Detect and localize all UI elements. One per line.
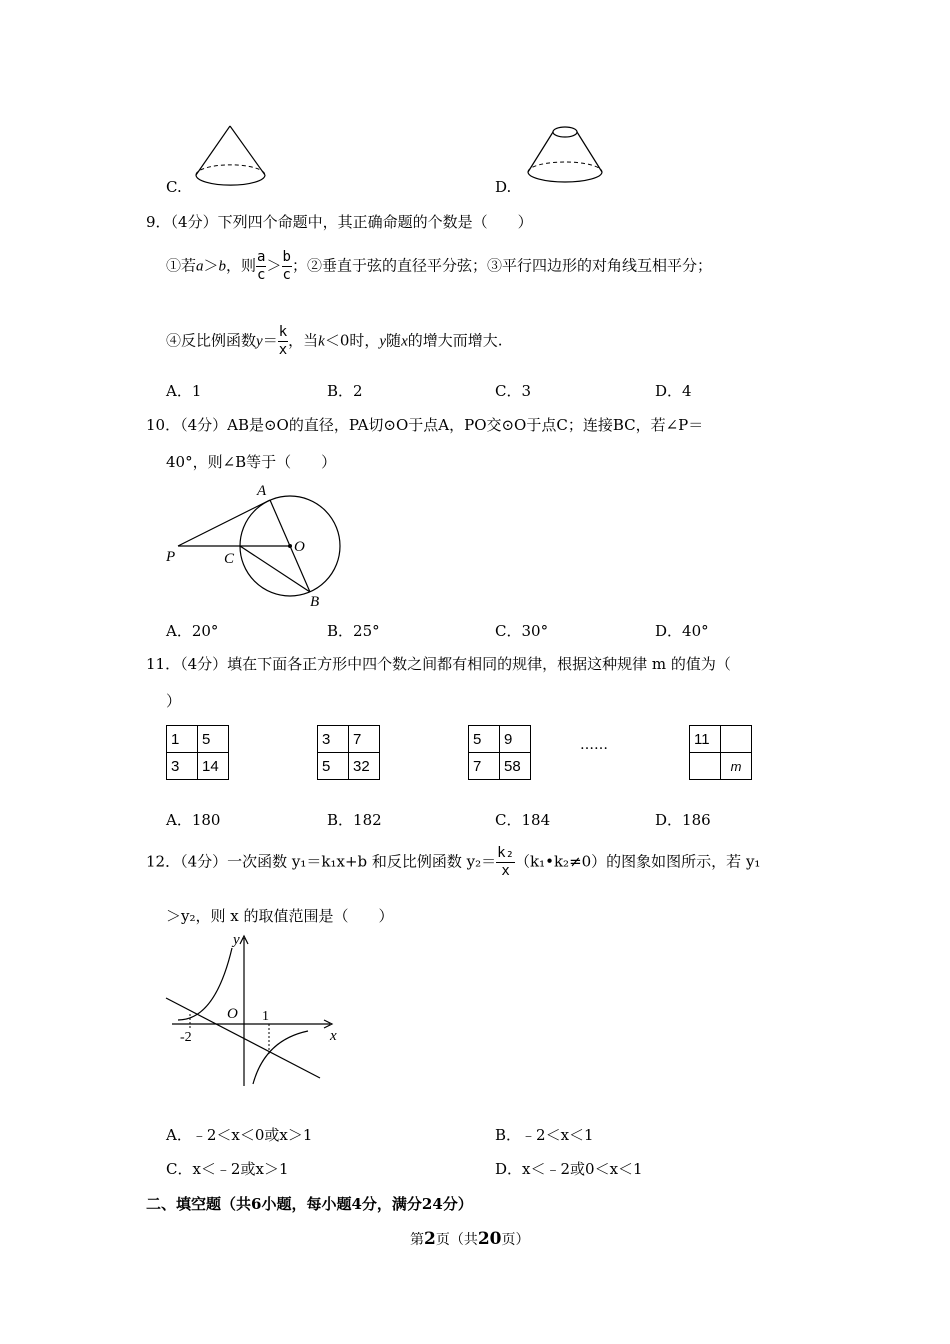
q11-option-d: D．186 <box>655 811 711 829</box>
q10-option-a: A．20° <box>166 622 219 640</box>
q11-stem-line2: ） <box>166 692 182 710</box>
label-x: x <box>330 1028 337 1044</box>
circle-tangent-figure <box>160 478 360 613</box>
page-footer: 第2页（共20页） <box>410 1229 530 1249</box>
label-one: 1 <box>262 1009 269 1024</box>
q12-option-d: D．x＜﹣2或0＜x＜1 <box>495 1160 643 1178</box>
label-c: C <box>224 551 235 567</box>
q9-stem: 9．（4分）下列四个命题中，其正确命题的个数是（ ） <box>146 213 533 231</box>
q9-proposition-line2: ④反比例函数y＝ $\frac{k}{x}$ ，当k＜0时，y随x的增大而增大. <box>166 324 503 358</box>
q11-stem-line1: 11．（4分）填在下面各正方形中四个数之间都有相同的规律，根据这种规律 m 的值为（ <box>146 655 731 673</box>
q10-stem-line1: 10．（4分）AB是⊙O的直径，PA切⊙O于点A，PO交⊙O于点C；连接BC，若∠P＝ <box>146 416 704 434</box>
label-neg2: -2 <box>180 1030 192 1045</box>
label-p: P <box>166 549 176 565</box>
number-square-4: 11 m <box>689 725 752 780</box>
label-a: A <box>257 483 267 499</box>
q9-option-d: D．4 <box>655 382 692 400</box>
q10-stem-line2: 40°，则∠B等于（ ） <box>166 453 337 471</box>
frustum-figure <box>520 122 610 190</box>
hyperbola-branch-upper <box>178 948 232 1020</box>
label-origin: O <box>227 1006 238 1022</box>
q10-option-c: C．30° <box>495 622 549 640</box>
q9-option-b: B．2 <box>327 382 363 400</box>
q9-option-c: C．3 <box>495 382 532 400</box>
q8-option-d: D. <box>495 178 512 196</box>
q11-option-c: C．184 <box>495 811 551 829</box>
number-square-2: 3 7 5 32 <box>317 725 380 780</box>
ellipsis: …… <box>580 737 608 753</box>
number-square-3: 5 9 7 58 <box>468 725 531 780</box>
q12-option-c: C．x＜﹣2或x＞1 <box>166 1160 289 1178</box>
label-b: B <box>310 594 320 610</box>
q9-proposition-line1: ①若a＞b，则 $\frac{a}{c}$ ＞ $\frac{b}{c}$ ；②垂直于弦的直径平分弦；③平行四边形的对角线互相平分； <box>166 249 712 283</box>
fraction-k-over-x: $\frac{k}{x}$ <box>278 324 288 358</box>
number-square-1: 1 5 3 14 <box>166 725 229 780</box>
q12-option-b: B．﹣2＜x＜1 <box>495 1126 594 1144</box>
cone-figure <box>190 120 270 190</box>
q11-option-a: A．180 <box>166 811 221 829</box>
q10-option-b: B．25° <box>327 622 380 640</box>
label-o: O <box>294 539 305 555</box>
q9-option-a: A．1 <box>166 382 202 400</box>
q12-option-a: A．﹣2＜x＜0或x＞1 <box>166 1126 313 1144</box>
fraction-b-over-c: $\frac{b}{c}$ <box>282 249 291 283</box>
q12-stem-line2: ＞y₂，则 x 的取值范围是（ ） <box>166 907 394 925</box>
function-graph <box>160 928 350 1090</box>
fraction-k2-over-x: $\frac{\text{k₂}}{x}$ <box>497 845 515 879</box>
fraction-a-over-c: $\frac{a}{c}$ <box>257 249 266 283</box>
q12-stem-line1: 12．（4分）一次函数 y₁＝k₁x+b 和反比例函数 y₂＝ $\frac{\text{k₂}}{x}$ （k₁•k₂≠0）的图象如图所示，若 y₁ <box>146 845 761 879</box>
q11-option-b: B．182 <box>327 811 382 829</box>
section-2-heading: 二、填空题（共6小题，每小题4分，满分24分） <box>146 1195 473 1213</box>
tangent-pa <box>178 500 270 546</box>
q10-option-d: D．40° <box>655 622 709 640</box>
label-y: y <box>233 932 240 948</box>
q8-option-c: C. <box>166 178 182 196</box>
